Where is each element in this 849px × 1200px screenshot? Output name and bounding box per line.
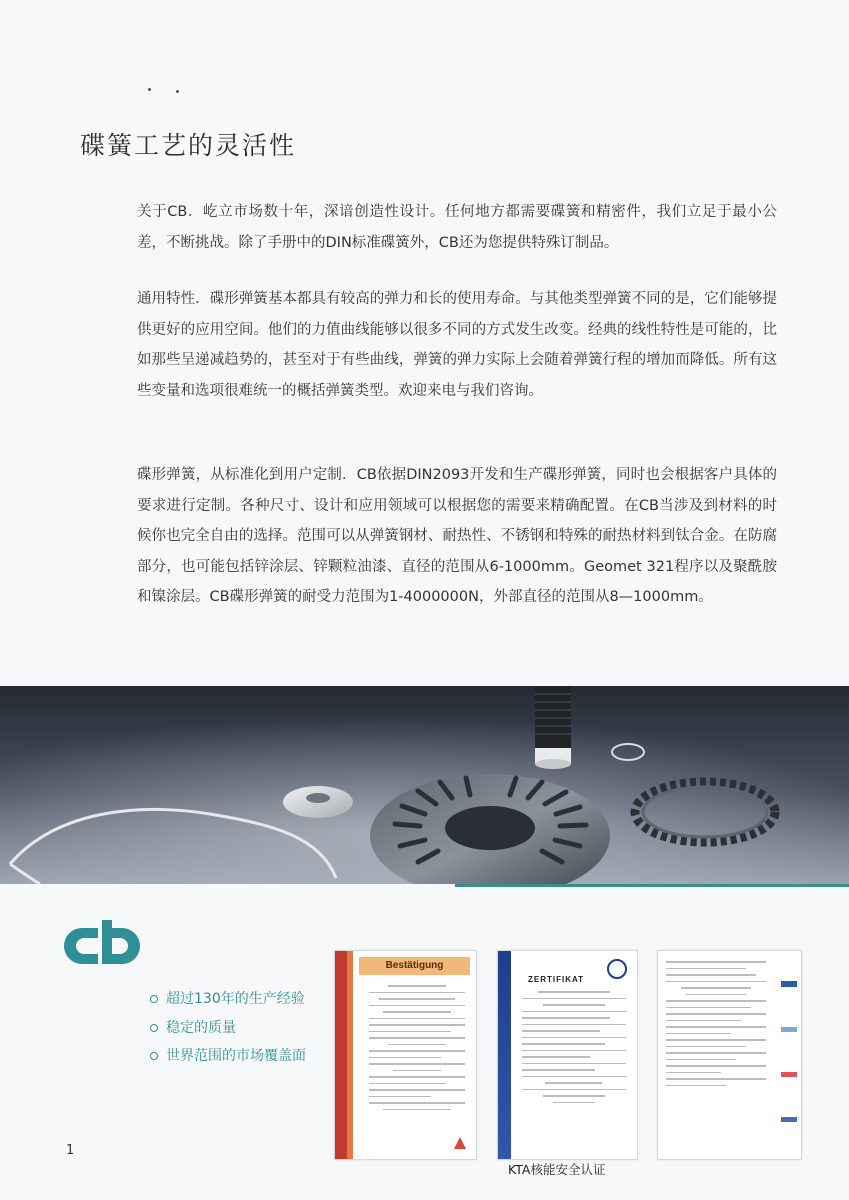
circle-bullet-icon <box>150 1024 158 1032</box>
feature-text: 稳定的质量 <box>166 1019 236 1036</box>
circle-bullet-icon <box>150 995 158 1003</box>
cb-logo <box>60 920 144 972</box>
certificate-image-areva <box>334 950 477 1160</box>
list-item <box>150 985 306 1014</box>
certificate-band <box>347 951 353 1159</box>
certificate-caption: KTA核能安全认证 <box>508 1162 606 1177</box>
certificate-text-lines <box>522 991 626 1108</box>
certificate-image-vgb <box>657 950 802 1160</box>
page-number: 1 <box>66 1143 75 1158</box>
certificate-band <box>498 951 511 1159</box>
feature-text: 超过130年的生产经验 <box>166 991 305 1007</box>
certificate-heading: ZERTIFIKAT <box>528 975 585 984</box>
accent-line <box>455 884 849 887</box>
scan-speck <box>148 88 151 91</box>
certificate-heading: Bestätigung <box>359 957 470 975</box>
paragraph-general-properties: 通用特性．碟形弹簧基本都具有较高的弹力和长的使用寿命。与其他类型弹簧不同的是，它们能够提供更好的应用空间。他们的力值曲线能够以很多不同的方式发生改变。经典的线性特性是可能的，比如那些呈递减趋势的，甚至对于有些曲线，弹簧的弹力实际上会随着弹簧行程的增加而降低。所有这些变量和选项很难统一的概括弹簧类型。欢迎来电与我们咨询。 <box>137 291 777 399</box>
scan-speck <box>176 90 179 93</box>
certificate-text-lines <box>369 985 465 1115</box>
certificate-band <box>335 951 347 1159</box>
certificate-image-tuv <box>497 950 638 1160</box>
page-title: 碟簧工艺的灵活性 <box>80 131 297 160</box>
certificate-side-logos <box>781 981 797 1122</box>
paragraph-about: 关于CB．屹立市场数十年，深谙创造性设计。任何地方都需要碟簧和精密件，我们立足于最小公差，不断挑战。除了手册中的DIN标准碟簧外，CB还为您提供特殊订制品。 <box>137 204 777 251</box>
paragraph-customization: 碟形弹簧，从标准化到用户定制．CB依据DIN2093开发和生产碟形弹簧，同时也会根据客户具体的要求进行定制。各种尺寸、设计和应用领域可以根据您的需要来精确配置。在CB当涉及到材料的时候你也完全自由的选择。范围可以从弹簧钢材、耐热性、不锈钢和特殊的耐热材料到钛合金。在防腐部分，也可能包括锌涂层、锌颗粒油漆、直径的范围从6-1000mm。Geomet 321程序以及聚酰胺和镍涂层。CB碟形弹簧的耐受力范围为1-4000000N，外部直径的范围从8—1000mm。 <box>137 467 777 605</box>
list-item <box>150 1042 306 1071</box>
certificate-text-lines <box>666 961 766 1091</box>
list-item <box>150 1014 306 1043</box>
tuv-logo-icon <box>607 959 627 979</box>
areva-logo-icon <box>454 1137 466 1149</box>
feature-list <box>150 985 306 1071</box>
product-photo <box>0 686 849 884</box>
feature-text: 世界范围的市场覆盖面 <box>166 1048 306 1064</box>
circle-bullet-icon <box>150 1052 158 1060</box>
